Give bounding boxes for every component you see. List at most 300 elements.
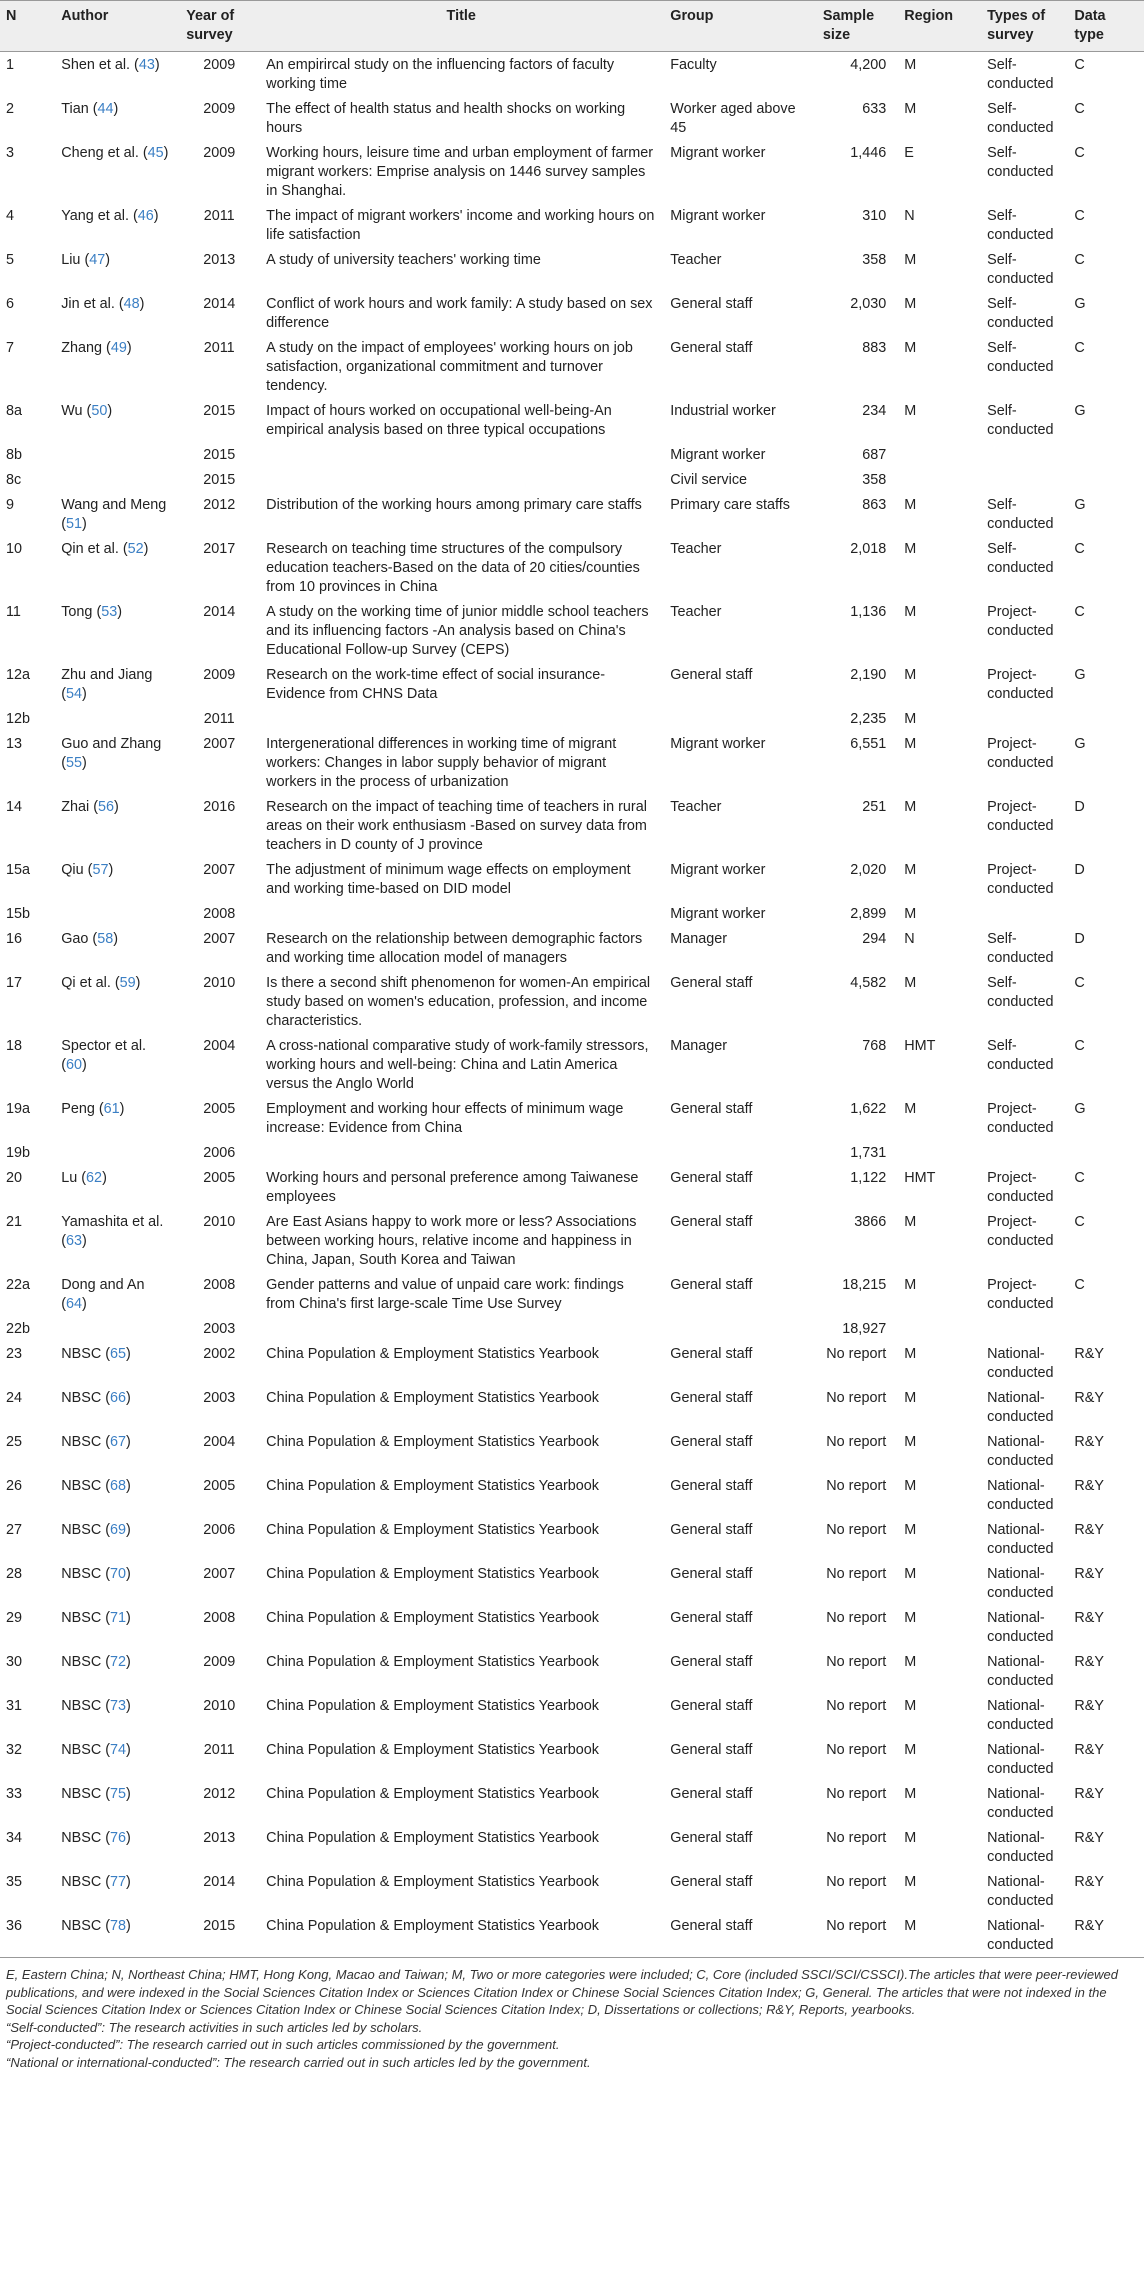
cell-group: General staff: [670, 1610, 753, 1626]
cell-data-type: C: [1074, 252, 1085, 268]
reference-link[interactable]: 71: [110, 1610, 127, 1626]
cell-survey-type: Project-conducted: [987, 1277, 1054, 1312]
author-name: Jin et al.: [61, 296, 115, 312]
cell-year: 2013: [203, 1830, 236, 1846]
cell-author: Peng (61): [61, 1101, 125, 1117]
cell-author: NBSC (73): [61, 1698, 131, 1714]
cell-survey-type: Project-conducted: [987, 667, 1054, 702]
author-name: Cheng et al.: [61, 145, 139, 161]
cell-region: M: [898, 1913, 981, 1958]
cell-survey-type: National-conducted: [987, 1786, 1054, 1821]
reference-link[interactable]: 47: [89, 252, 106, 268]
header-group: Group: [664, 1, 817, 52]
cell-region: M: [904, 497, 917, 513]
cell-title: [260, 467, 664, 492]
reference-link[interactable]: 76: [110, 1830, 127, 1846]
cell-year: 2006: [203, 1522, 236, 1538]
cell-data-type: D: [1074, 799, 1085, 815]
cell-author: NBSC (76): [61, 1830, 131, 1846]
cell-year: 2008: [203, 1277, 236, 1293]
reference-link[interactable]: 72: [110, 1654, 127, 1670]
cell-group: Manager: [670, 931, 728, 947]
cell-title: A study of university teachers' working time: [266, 252, 541, 268]
cell-survey-type: [981, 1140, 1068, 1165]
table-row: [0, 203, 1144, 247]
table-row: [0, 1140, 1144, 1165]
header-n: N: [0, 1, 55, 52]
author-name: NBSC: [61, 1830, 102, 1846]
cell-region: [898, 1316, 981, 1341]
cell-title: [260, 706, 664, 731]
cell-region: HMT: [904, 1170, 936, 1186]
cell-title: China Population & Employment Statistics Yearbook: [266, 1654, 599, 1670]
table-row: [0, 662, 1144, 706]
cell-group: Migrant worker: [670, 208, 766, 224]
cell-title: Research on teaching time structures of the compulsory education teachers-Based on the data of 20 cities/counties from 10 provinces in China: [266, 541, 640, 595]
cell-n: 1: [6, 57, 15, 73]
table-row: [0, 599, 1144, 662]
cell-sample-size: No report: [826, 1346, 887, 1362]
cell-sample-size: 633: [862, 101, 887, 117]
cell-author: NBSC (68): [61, 1478, 131, 1494]
cell-data-type: C: [1074, 1277, 1085, 1293]
author-name: Yamashita et al.: [61, 1214, 164, 1230]
cell-title: An empirircal study on the influencing factors of faculty working time: [266, 57, 615, 92]
reference-link[interactable]: 58: [97, 931, 114, 947]
cell-n: 30: [6, 1654, 23, 1670]
cell-sample-size: 1,136: [850, 604, 887, 620]
cell-data-type: C: [1074, 208, 1085, 224]
cell-title: China Population & Employment Statistics Yearbook: [266, 1874, 599, 1890]
cell-data-type: [1068, 901, 1144, 926]
reference-link[interactable]: 78: [110, 1918, 127, 1934]
author-name: NBSC: [61, 1522, 102, 1538]
cell-n: 19a: [6, 1101, 31, 1117]
table-row: [0, 970, 1144, 1033]
cell-sample-size: 234: [862, 403, 887, 419]
table-row: [0, 1316, 1144, 1341]
cell-group: General staff: [670, 1654, 753, 1670]
cell-region: N: [904, 208, 915, 224]
cell-region: [898, 1140, 981, 1165]
cell-author: [55, 467, 180, 492]
cell-region: M: [904, 252, 917, 268]
author-name: Gao: [61, 931, 89, 947]
reference-link[interactable]: 44: [97, 101, 114, 117]
cell-n: 36: [0, 1913, 55, 1958]
cell-sample-size: 1,622: [850, 1101, 887, 1117]
cell-survey-type: Project-conducted: [987, 736, 1054, 771]
cell-sample-size: 310: [862, 208, 887, 224]
cell-n: 22b: [6, 1321, 31, 1337]
reference-link[interactable]: 59: [119, 975, 136, 991]
author-name: Dong and An: [61, 1277, 145, 1293]
cell-data-type: C: [1074, 1214, 1085, 1230]
cell-author: Cheng et al. (45): [61, 145, 169, 161]
author-name: Qiu: [61, 862, 84, 878]
cell-year: 2010: [203, 1698, 236, 1714]
cell-title: A cross-national comparative study of work-family stressors, working hours and well-being: China and Latin America versus the Anglo World: [266, 1038, 649, 1092]
cell-year: 2003: [203, 1390, 236, 1406]
cell-data-type: R&Y: [1074, 1390, 1104, 1406]
cell-group: General staff: [670, 1170, 753, 1186]
table-row: [0, 794, 1144, 857]
reference-link[interactable]: 64: [66, 1296, 83, 1312]
cell-year: 2013: [203, 252, 236, 268]
reference-link[interactable]: 68: [110, 1478, 127, 1494]
cell-survey-type: National-conducted: [987, 1522, 1054, 1557]
cell-survey-type: Project-conducted: [987, 862, 1054, 897]
author-name: NBSC: [61, 1654, 102, 1670]
table-row: [0, 1517, 1144, 1561]
reference-link[interactable]: 57: [92, 862, 109, 878]
cell-region: M: [904, 1522, 917, 1538]
cell-region: M: [904, 1742, 917, 1758]
cell-survey-type: Self-conducted: [987, 497, 1054, 532]
cell-data-type: C: [1074, 57, 1085, 73]
cell-survey-type: National-conducted: [987, 1742, 1054, 1777]
cell-region: M: [904, 1478, 917, 1494]
cell-survey-type: Self-conducted: [987, 403, 1054, 438]
reference-link[interactable]: 73: [110, 1698, 127, 1714]
header-title: Title: [260, 1, 664, 52]
cell-group: General staff: [670, 1478, 753, 1494]
cell-sample-size: 4,582: [850, 975, 887, 991]
cell-group: General staff: [670, 667, 753, 683]
cell-survey-type: Self-conducted: [987, 145, 1054, 180]
cell-n: 35: [6, 1874, 23, 1890]
cell-n: 8a: [6, 403, 23, 419]
cell-region: M: [904, 340, 917, 356]
cell-data-type: R&Y: [1068, 1913, 1144, 1958]
reference-link[interactable]: 61: [103, 1101, 120, 1117]
cell-n: 8c: [6, 472, 22, 488]
cell-author: Qi et al. (59): [61, 975, 141, 991]
cell-data-type: R&Y: [1074, 1478, 1104, 1494]
cell-region: [898, 442, 981, 467]
cell-region: M: [904, 57, 917, 73]
cell-author: Zhang (49): [61, 340, 132, 356]
table-footnote: [0, 1958, 1144, 2071]
cell-survey-type: Project-conducted: [987, 604, 1054, 639]
cell-author: Shen et al. (43): [61, 57, 160, 73]
cell-author: Qin et al. (52): [61, 541, 149, 557]
author-name: Liu: [61, 252, 81, 268]
cell-region: N: [904, 931, 915, 947]
cell-data-type: D: [1074, 862, 1085, 878]
cell-year: 2003: [203, 1321, 236, 1337]
cell-author: Yamashita et al. (63): [61, 1214, 164, 1249]
table-row: [0, 1825, 1144, 1869]
table-row: [0, 96, 1144, 140]
reference-link[interactable]: 62: [86, 1170, 103, 1186]
cell-title: China Population & Employment Statistics Yearbook: [266, 1610, 599, 1626]
cell-survey-type: [981, 467, 1068, 492]
reference-link[interactable]: 65: [110, 1346, 127, 1362]
table-row: [0, 857, 1144, 901]
cell-region: HMT: [904, 1038, 936, 1054]
cell-region: M: [904, 604, 917, 620]
cell-group: General staff: [670, 1346, 753, 1362]
table-row: [0, 706, 1144, 731]
cell-group: Migrant worker: [670, 862, 766, 878]
table-row: [0, 926, 1144, 970]
header-region: Region: [898, 1, 981, 52]
cell-group: General staff: [670, 1742, 753, 1758]
cell-n: 32: [6, 1742, 23, 1758]
cell-data-type: C: [1074, 975, 1085, 991]
cell-year: 2015: [203, 472, 236, 488]
cell-group: Migrant worker: [670, 736, 766, 752]
cell-year: 2015: [203, 403, 236, 419]
reference-link[interactable]: 77: [110, 1874, 127, 1890]
cell-group: General staff: [670, 1874, 753, 1890]
reference-link[interactable]: 51: [66, 516, 83, 532]
table-row: [0, 1737, 1144, 1781]
cell-region: [898, 467, 981, 492]
cell-data-type: G: [1074, 296, 1086, 312]
cell-sample-size: No report: [826, 1566, 887, 1582]
cell-survey-type: [981, 1316, 1068, 1341]
cell-data-type: R&Y: [1074, 1742, 1104, 1758]
cell-sample-size: 2,899: [850, 906, 887, 922]
cell-group: [664, 1316, 817, 1341]
table-row: [0, 291, 1144, 335]
cell-author: Yang et al. (46): [61, 208, 159, 224]
reference-link[interactable]: 67: [110, 1434, 127, 1450]
cell-year: 2011: [203, 340, 235, 356]
cell-title: Distribution of the working hours among primary care staffs: [266, 497, 642, 513]
reference-link[interactable]: 60: [66, 1057, 83, 1073]
cell-n: 12b: [6, 711, 31, 727]
reference-link[interactable]: 46: [137, 208, 154, 224]
cell-year: 2009: [203, 101, 236, 117]
cell-title: Is there a second shift phenomenon for women-An empirical study based on women's education, profession, and income characteristics.: [266, 975, 651, 1029]
table-row: [0, 1341, 1144, 1385]
footnote-national-conducted: “National or international-conducted”: The research carried out in such articles led by the government.: [6, 2054, 591, 2070]
cell-group: General staff: [670, 1698, 753, 1714]
table-row: [0, 1649, 1144, 1693]
reference-link[interactable]: 66: [110, 1390, 127, 1406]
table-row: [0, 901, 1144, 926]
cell-n: 19b: [6, 1145, 31, 1161]
cell-sample-size: 6,551: [850, 736, 887, 752]
cell-sample-size: 358: [862, 472, 887, 488]
cell-n: 23: [6, 1346, 23, 1362]
cell-data-type: R&Y: [1074, 1522, 1104, 1538]
cell-data-type: [1068, 467, 1144, 492]
cell-region: M: [904, 711, 917, 727]
cell-group: Teacher: [670, 252, 722, 268]
cell-n: 2: [6, 101, 15, 117]
cell-survey-type: National-conducted: [987, 1654, 1054, 1689]
cell-survey-type: Self-conducted: [987, 208, 1054, 243]
cell-region: M: [904, 667, 917, 683]
cell-data-type: G: [1074, 667, 1086, 683]
author-name: Spector et al.: [61, 1038, 147, 1054]
cell-title: [260, 442, 664, 467]
cell-sample-size: No report: [826, 1434, 887, 1450]
cell-sample-size: 3866: [854, 1214, 887, 1230]
cell-data-type: G: [1074, 1101, 1086, 1117]
cell-sample-size: 2,030: [850, 296, 887, 312]
cell-group: Industrial worker: [670, 403, 776, 419]
cell-author: Lu (62): [61, 1170, 107, 1186]
table-row: [0, 1033, 1144, 1096]
reference-link[interactable]: 69: [110, 1522, 127, 1538]
cell-title: The adjustment of minimum wage effects on employment and working time-based on DID model: [266, 862, 631, 897]
author-name: NBSC: [61, 1434, 102, 1450]
cell-title: China Population & Employment Statistics Yearbook: [266, 1566, 599, 1582]
cell-n: 13: [6, 736, 23, 752]
cell-title: China Population & Employment Statistics Yearbook: [266, 1478, 599, 1494]
cell-sample-size: 18,927: [842, 1321, 887, 1337]
cell-title: Working hours, leisure time and urban employment of farmer migrant workers: Emprise analysis on 1446 survey samples in Shanghai.: [266, 145, 654, 199]
cell-n: 31: [6, 1698, 23, 1714]
cell-region: M: [904, 975, 917, 991]
cell-sample-size: 4,200: [850, 57, 887, 73]
cell-n: 3: [6, 145, 15, 161]
table-row: [0, 1272, 1144, 1316]
cell-n: 24: [6, 1390, 23, 1406]
cell-survey-type: Self-conducted: [987, 340, 1054, 375]
cell-survey-type: Self-conducted: [987, 541, 1054, 576]
cell-author: Guo and Zhang (55): [61, 736, 162, 771]
cell-year: 2009: [203, 57, 236, 73]
cell-survey-type: Project-conducted: [987, 1214, 1054, 1249]
cell-survey-type: [981, 706, 1068, 731]
cell-group: Manager: [670, 1038, 728, 1054]
table-row: [0, 1561, 1144, 1605]
cell-group: Teacher: [670, 604, 722, 620]
cell-author: Tong (53): [61, 604, 123, 620]
cell-survey-type: [981, 901, 1068, 926]
cell-title: Research on the impact of teaching time of teachers in rural areas on their work enthusiasm -Based on survey data from teachers in D county of J province: [266, 799, 647, 853]
reference-link[interactable]: 52: [127, 541, 144, 557]
reference-link[interactable]: 53: [101, 604, 118, 620]
author-name: Yang et al.: [61, 208, 129, 224]
table-row: [0, 1913, 1144, 1958]
cell-data-type: R&Y: [1074, 1434, 1104, 1450]
cell-year: 2005: [203, 1101, 236, 1117]
cell-data-type: R&Y: [1074, 1786, 1104, 1802]
reference-link[interactable]: 49: [110, 340, 127, 356]
cell-group: Faculty: [670, 57, 717, 73]
cell-sample-size: 1,731: [850, 1145, 887, 1161]
table-row: [0, 1605, 1144, 1649]
reference-link[interactable]: 74: [110, 1742, 127, 1758]
reference-link[interactable]: 54: [66, 686, 83, 702]
cell-region: M: [904, 1566, 917, 1582]
cell-region: M: [904, 1654, 917, 1670]
cell-data-type: R&Y: [1074, 1610, 1104, 1626]
cell-group: Migrant worker: [670, 145, 766, 161]
reference-link[interactable]: 70: [110, 1566, 127, 1582]
reference-link[interactable]: 45: [147, 145, 164, 161]
cell-title: The effect of health status and health shocks on working hours: [266, 101, 626, 136]
author-name: NBSC: [61, 1786, 102, 1802]
cell-author: NBSC (74): [61, 1742, 131, 1758]
cell-data-type: C: [1074, 1170, 1085, 1186]
cell-n: 25: [6, 1434, 23, 1450]
cell-n: 17: [6, 975, 23, 991]
cell-n: 4: [6, 208, 15, 224]
cell-year: 2002: [203, 1346, 236, 1362]
cell-title: Conflict of work hours and work family: A study based on sex difference: [266, 296, 653, 331]
cell-data-type: R&Y: [1074, 1346, 1104, 1362]
table-row: [0, 442, 1144, 467]
cell-title: [260, 901, 664, 926]
cell-title: A study on the impact of employees' working hours on job satisfaction, organizational commitment and turnover tendency.: [266, 340, 633, 394]
author-name: NBSC: [61, 1346, 102, 1362]
author-name: Zhu and Jiang: [61, 667, 153, 683]
cell-n: 9: [6, 497, 15, 513]
cell-group: General staff: [670, 340, 753, 356]
cell-author: [55, 706, 180, 731]
cell-author: NBSC (67): [61, 1434, 131, 1450]
reference-link[interactable]: 55: [66, 755, 83, 771]
cell-author: NBSC (70): [61, 1566, 131, 1582]
table-row: [0, 1869, 1144, 1913]
reference-link[interactable]: 48: [123, 296, 140, 312]
cell-group: General staff: [670, 1277, 753, 1293]
cell-region: M: [904, 1698, 917, 1714]
cell-region: M: [904, 862, 917, 878]
cell-year: 2004: [203, 1038, 236, 1054]
cell-data-type: R&Y: [1074, 1830, 1104, 1846]
cell-author: Gao (58): [61, 931, 119, 947]
reference-link[interactable]: 43: [138, 57, 155, 73]
cell-region: E: [904, 145, 914, 161]
cell-author: NBSC (72): [61, 1654, 131, 1670]
reference-link[interactable]: 50: [91, 403, 108, 419]
author-name: Guo and Zhang: [61, 736, 162, 752]
cell-year: 2004: [203, 1434, 236, 1450]
cell-title: Employment and working hour effects of minimum wage increase: Evidence from China: [266, 1101, 624, 1136]
table-row: [0, 1165, 1144, 1209]
author-name: Tong: [61, 604, 93, 620]
cell-sample-size: 687: [862, 447, 887, 463]
cell-region: M: [904, 1434, 917, 1450]
cell-group: General staff: [670, 1566, 753, 1582]
reference-link[interactable]: 75: [110, 1786, 127, 1802]
cell-n: 27: [6, 1522, 23, 1538]
author-name: NBSC: [61, 1742, 102, 1758]
cell-region: M: [904, 1277, 917, 1293]
cell-n: 28: [6, 1566, 23, 1582]
cell-data-type: R&Y: [1074, 1874, 1104, 1890]
cell-n: 34: [6, 1830, 23, 1846]
reference-link[interactable]: 63: [66, 1233, 83, 1249]
cell-author: Liu (47): [61, 252, 111, 268]
cell-n: 20: [6, 1170, 23, 1186]
cell-sample-size: 768: [862, 1038, 887, 1054]
cell-n: 6: [6, 296, 15, 312]
cell-sample-size: No report: [817, 1913, 898, 1958]
cell-survey-type: National-conducted: [987, 1830, 1054, 1865]
author-name: Peng: [61, 1101, 95, 1117]
cell-data-type: [1068, 706, 1144, 731]
cell-survey-type: National-conducted: [987, 1478, 1054, 1513]
cell-year: 2007: [203, 1566, 236, 1582]
author-name: Qin et al.: [61, 541, 119, 557]
cell-data-type: R&Y: [1074, 1698, 1104, 1714]
cell-author: Wu (50): [61, 403, 113, 419]
reference-link[interactable]: 56: [98, 799, 115, 815]
cell-sample-size: No report: [826, 1742, 887, 1758]
cell-data-type: [1068, 442, 1144, 467]
cell-group: Civil service: [670, 472, 748, 488]
